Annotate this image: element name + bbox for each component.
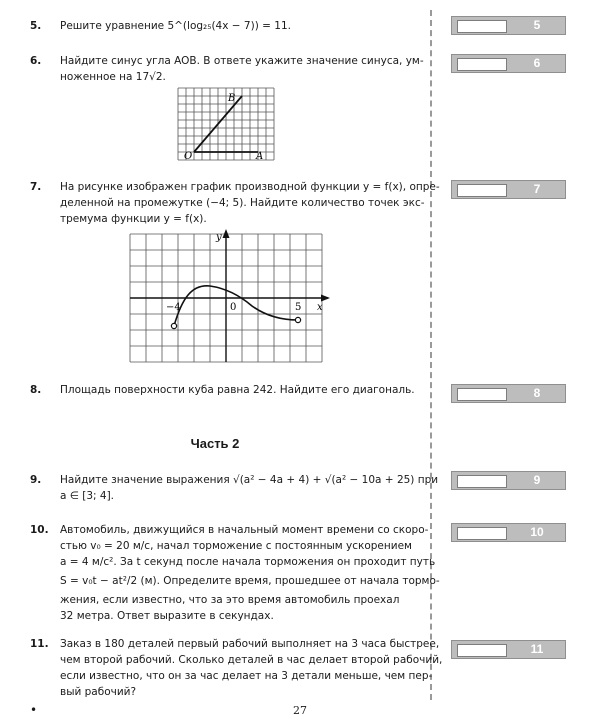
problem-text-line: ноженное на 17√2. <box>60 71 166 83</box>
problem-text-line: жения, если известно, что за это время автомобиль проехал <box>60 594 400 606</box>
answer-input[interactable] <box>457 58 507 71</box>
label-b: B <box>228 93 236 104</box>
problem-number: 5. <box>30 20 42 32</box>
page-number: 27 <box>293 704 307 717</box>
problem-number: 7. <box>30 181 42 193</box>
problem-text-line: Решите уравнение 5^(log₂₅(4x − 7)) = 11. <box>60 20 291 32</box>
x-axis-arrow <box>321 295 330 302</box>
problem-text-line: Автомобиль, движущийся в начальный момент времени со скоро- <box>60 524 429 536</box>
answer-box-5[interactable] <box>451 16 566 35</box>
problem-text-line: если известно, что он за час делает на 3 детали меньше, чем пер- <box>60 670 433 682</box>
answer-box-label: 8 <box>533 386 541 400</box>
problem-text-line: деленной на промежутке (−4; 5). Найдите количество точек экс- <box>60 197 425 209</box>
answer-box-label: 5 <box>533 18 541 32</box>
answer-input[interactable] <box>457 184 507 197</box>
angle-grid-figure <box>172 86 278 162</box>
problem-number: 10. <box>30 524 49 536</box>
label-a: A <box>256 151 264 162</box>
problem-text-line: Найдите значение выражения √(a² − 4a + 4) + √(a² − 10a + 25) при <box>60 474 439 486</box>
answer-box-label: 6 <box>533 56 541 70</box>
problem-text-line: Площадь поверхности куба равна 242. Найдите его диагональ. <box>60 384 415 396</box>
problem-text-line: стью v₀ = 20 м/с, начал торможение с постоянным ускорением <box>60 540 412 552</box>
answer-box-6[interactable] <box>451 54 566 73</box>
answer-box-11[interactable] <box>451 640 566 659</box>
answer-box-label: 11 <box>530 642 544 656</box>
section-heading: Часть 2 <box>190 436 240 451</box>
problem-text-line: Заказ в 180 деталей первый рабочий выполняет на 3 часа быстрее, <box>60 638 440 650</box>
answer-box-label: 10 <box>530 525 544 539</box>
answer-box-9[interactable] <box>451 471 566 490</box>
open-endpoint-right <box>295 317 300 322</box>
problem-text-line: 32 метра. Ответ выразите в секундах. <box>60 610 274 622</box>
problem-text-line: S = v₀t − at²/2 (м). Определите время, прошедшее от начала тормо- <box>60 575 440 587</box>
problem-number: 9. <box>30 474 42 486</box>
problem-text-line: a ∈ [3; 4]. <box>60 490 115 502</box>
problem-text-line: тремума функции y = f(x). <box>60 213 207 225</box>
problem-text-line: вый рабочий? <box>60 686 137 698</box>
answer-box-label: 7 <box>533 182 541 196</box>
answer-input[interactable] <box>457 20 507 33</box>
grid-lines <box>178 88 274 160</box>
answer-box-8[interactable] <box>451 384 566 403</box>
problem-number: 11. <box>30 638 49 650</box>
answer-box-label: 9 <box>533 473 541 487</box>
y-axis-arrow <box>223 229 230 238</box>
answer-box-7[interactable] <box>451 180 566 199</box>
answer-input[interactable] <box>457 388 507 401</box>
label-o: O <box>184 151 193 162</box>
answer-column-divider <box>430 10 432 700</box>
y-axis-label: y <box>216 232 222 243</box>
problem-text-line: Найдите синус угла AOB. В ответе укажите значение синуса, ум- <box>60 55 424 67</box>
derivative-graph <box>126 228 336 364</box>
x-axis-label: x <box>317 302 323 313</box>
problem-number: 6. <box>30 55 42 67</box>
corner-mark: • <box>30 703 38 717</box>
answer-input[interactable] <box>457 527 507 540</box>
answer-input[interactable] <box>457 644 507 657</box>
answer-input[interactable] <box>457 475 507 488</box>
open-endpoint-left <box>171 323 176 328</box>
problem-text-line: чем второй рабочий. Сколько деталей в час делает второй рабочий, <box>60 654 443 666</box>
tick-minus4: −4 <box>166 302 181 313</box>
tick-5: 5 <box>295 302 302 313</box>
problem-number: 8. <box>30 384 42 396</box>
problem-text-line: На рисунке изображен график производной функции y = f(x), опре- <box>60 181 440 193</box>
tick-0: 0 <box>230 302 237 313</box>
problem-text-line: a = 4 м/с². За t секунд после начала торможения он проходит путь <box>60 556 436 568</box>
answer-box-10[interactable] <box>451 523 566 542</box>
